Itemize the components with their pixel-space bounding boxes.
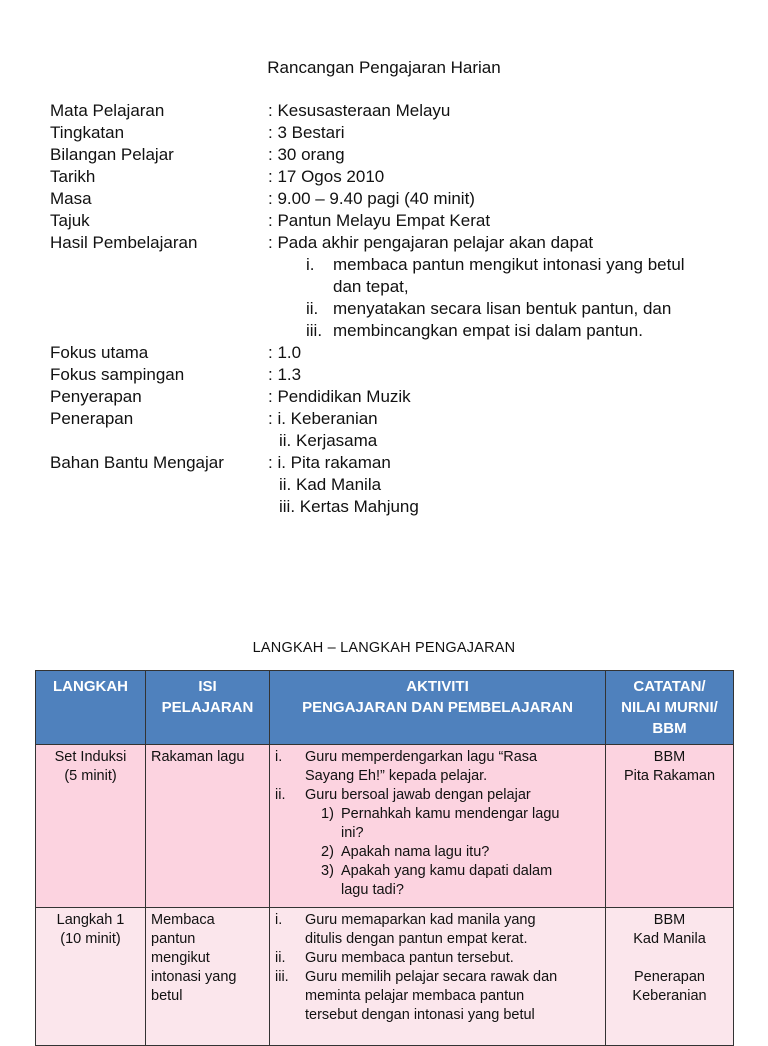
info-row-students: [50, 144, 730, 166]
cell-isi: Membaca pantun mengikut intonasi yang betul: [146, 908, 270, 1046]
teaching-aid-item: [50, 496, 730, 518]
cell-isi: Rakaman lagu: [146, 745, 270, 908]
info-label: Hasil Pembelajaran: [50, 233, 198, 252]
header-langkah: LANGKAH: [36, 671, 146, 745]
header-catatan: CATATAN/ NILAI MURNI/ BBM: [606, 671, 734, 745]
question-item: 1) Pernahkah kamu mendengar lagu ini?: [321, 806, 560, 841]
info-value: : 1.0: [268, 343, 302, 362]
table-row: [36, 908, 734, 1046]
info-value: : Pantun Melayu Empat Kerat: [268, 211, 491, 230]
cell-catatan: BBM Kad Manila Penerapan Keberanian: [606, 908, 734, 1046]
teaching-aid-text: iii. Kertas Mahjung: [279, 497, 419, 516]
outcome-text: menyatakan secara lisan bentuk pantun, dan: [333, 299, 672, 318]
info-row-time: [50, 188, 730, 210]
info-row-form: [50, 122, 730, 144]
info-label: Fokus sampingan: [50, 365, 185, 384]
question-item: 3) Apakah yang kamu dapati dalam lagu tadi?: [321, 863, 553, 898]
info-label: Penyerapan: [50, 387, 142, 406]
info-row-teaching-aids: [50, 452, 730, 474]
info-value: : Kesusasteraan Melayu: [268, 101, 451, 120]
header-isi-pelajaran: ISI PELAJARAN: [146, 671, 270, 745]
outcome-number: ii.: [306, 299, 319, 318]
info-label: Fokus utama: [50, 343, 149, 362]
values-text: ii. Kerjasama: [279, 431, 378, 450]
info-row-topic: [50, 210, 730, 232]
info-row-integration: [50, 386, 730, 408]
values-item: [50, 430, 730, 452]
info-row-main-focus: [50, 342, 730, 364]
info-row-date: [50, 166, 730, 188]
info-label: Tingkatan: [50, 123, 125, 142]
info-value: : 17 Ogos 2010: [268, 167, 385, 186]
cell-catatan: BBM Pita Rakaman: [606, 745, 734, 908]
info-value: : 9.00 – 9.40 pagi (40 minit): [268, 189, 475, 208]
section-title: LANGKAH – LANGKAH PENGAJARAN: [252, 640, 516, 656]
outcome-item-cont: [50, 276, 730, 298]
info-value: : Pada akhir pengajaran pelajar akan dapat: [268, 233, 594, 252]
activity-item: iii. Guru memilih pelajar secara rawak dan meminta pelajar membaca pantun tersebut dengan intonasi yang betul: [275, 969, 558, 1023]
cell-langkah: Set Induksi (5 minit): [36, 745, 146, 908]
activity-item: ii. Guru membaca pantun tersebut.: [275, 950, 514, 966]
info-label: Tajuk: [50, 211, 90, 230]
outcome-item: [50, 298, 730, 320]
activity-item: ii. Guru bersoal jawab dengan pelajar: [275, 787, 531, 803]
activity-item: i. Guru memperdengarkan lagu “Rasa Sayang Eh!” kepada pelajar.: [275, 749, 538, 784]
outcome-text: dan tepat,: [333, 277, 409, 296]
info-label: Bahan Bantu Mengajar: [50, 453, 224, 472]
outcome-text: membaca pantun mengikut intonasi yang betul: [333, 255, 685, 274]
activity-item: i. Guru memaparkan kad manila yang ditulis dengan pantun empat kerat.: [275, 912, 536, 947]
info-value: : 3 Bestari: [268, 123, 345, 142]
header-aktiviti: AKTIVITI PENGAJARAN DAN PEMBELAJARAN: [270, 671, 606, 745]
table-row: [36, 745, 734, 908]
info-value: : i. Keberanian: [268, 409, 378, 428]
outcome-number: i.: [306, 255, 315, 274]
document-title: Rancangan Pengajaran Harian: [267, 58, 501, 77]
outcome-item: [50, 254, 730, 276]
cell-aktiviti: [270, 745, 606, 908]
outcome-text: membincangkan empat isi dalam pantun.: [333, 321, 643, 340]
info-value: : 1.3: [268, 365, 302, 384]
lesson-steps-table: [35, 670, 734, 1046]
info-label: Bilangan Pelajar: [50, 145, 174, 164]
info-value: : Pendidikan Muzik: [268, 387, 411, 406]
teaching-aid-text: ii. Kad Manila: [279, 475, 382, 494]
teaching-aid-item: [50, 474, 730, 496]
info-row-outcomes: [50, 232, 730, 254]
info-row-values: [50, 408, 730, 430]
info-label: Mata Pelajaran: [50, 101, 165, 120]
question-item: 2) Apakah nama lagu itu?: [321, 844, 490, 860]
info-value: : 30 orang: [268, 145, 345, 164]
cell-aktiviti: [270, 908, 606, 1046]
info-label: Tarikh: [50, 167, 96, 186]
info-label: Penerapan: [50, 409, 134, 428]
info-value: : i. Pita rakaman: [268, 453, 391, 472]
cell-langkah: Langkah 1 (10 minit): [36, 908, 146, 1046]
table-header-row: [36, 671, 734, 745]
outcome-number: iii.: [306, 321, 323, 340]
info-row-subject: [50, 100, 730, 122]
outcome-item: [50, 320, 730, 342]
lesson-info: [50, 100, 730, 518]
info-label: Masa: [50, 189, 92, 208]
info-row-side-focus: [50, 364, 730, 386]
